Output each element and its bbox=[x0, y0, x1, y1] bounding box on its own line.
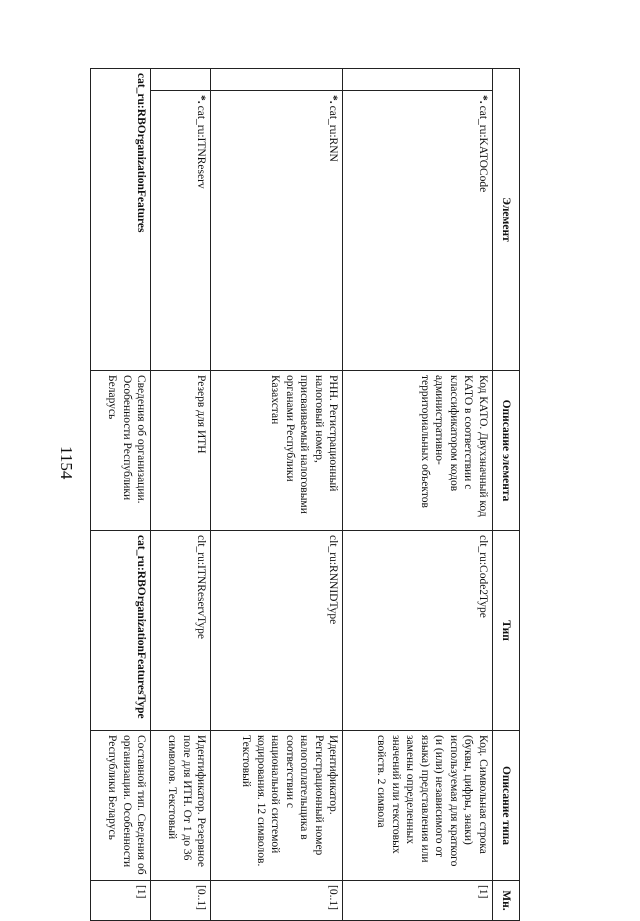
element-cell: *.cat_ru:ITNReserv bbox=[151, 91, 211, 371]
element-desc-cell: Сведения об организации. Особенности Республики Беларусь bbox=[91, 371, 151, 531]
multiplicity-cell: [1] bbox=[343, 881, 493, 921]
header-type: Тип bbox=[493, 531, 520, 731]
header-element-desc: Описание элемента bbox=[493, 371, 520, 531]
type-desc-cell: Идентификатор. Регистрационный номер налогоплательщика в соответствии с национальной системой кодирования. 12 символов. Текстовый bbox=[211, 731, 343, 881]
header-type-desc: Описание типа bbox=[493, 731, 520, 881]
type-desc-cell: Код. Символьная строка (буквы, цифры, знаки) используемая для краткого (и (или) независимого от языка) представления или замены определенных значений или текстовых свойств. 2 символа bbox=[343, 731, 493, 881]
attribute-table-rotated bbox=[90, 68, 520, 911]
element-desc-cell: РНН. Регистрационный налоговый номер, присваиваемый налоговыми органами Республики Казахстан bbox=[211, 371, 343, 531]
table-row bbox=[151, 69, 211, 921]
type-cell: clt_ru:RNNIDType bbox=[211, 531, 343, 731]
header-multiplicity: Мн. bbox=[493, 881, 520, 921]
header-element: Элемент bbox=[493, 69, 520, 371]
element-desc-cell: Резерв для ИТН bbox=[151, 371, 211, 531]
multiplicity-cell: [0..1] bbox=[151, 881, 211, 921]
element-desc-cell: Код КАТО. Двухзначный код КАТО в соответствии с классификатором кодов административно-территориальных объектов bbox=[343, 371, 493, 531]
table-row bbox=[343, 69, 493, 921]
table-header-row bbox=[493, 69, 520, 921]
table-row bbox=[91, 69, 151, 921]
type-cell: clt_ru:Code2Type bbox=[343, 531, 493, 731]
indent-cell bbox=[151, 69, 211, 91]
type-desc-cell: Составной тип. Сведения об организации. Особенности Республики Беларусь bbox=[91, 731, 151, 881]
multiplicity-cell: [1] bbox=[91, 881, 151, 921]
element-cell: *.cat_ru:RNN bbox=[211, 91, 343, 371]
element-cell: *.cat_ru:KATOCode bbox=[343, 91, 493, 371]
type-cell: clt_ru:ITNReservType bbox=[151, 531, 211, 731]
type-desc-cell: Идентификатор. Резервное поле для ИТН. От 1 до 36 символов. Текстовый bbox=[151, 731, 211, 881]
indent-cell bbox=[343, 69, 493, 91]
element-cell: cat_ru:RBOrganizationFeatures bbox=[91, 69, 151, 371]
page-number: 1154 bbox=[57, 446, 76, 480]
attribute-table bbox=[90, 68, 520, 921]
multiplicity-cell: [0..1] bbox=[211, 881, 343, 921]
indent-cell bbox=[211, 69, 343, 91]
table-row bbox=[211, 69, 343, 921]
type-cell: cat_ru:RBOrganizationFeaturesType bbox=[91, 531, 151, 731]
